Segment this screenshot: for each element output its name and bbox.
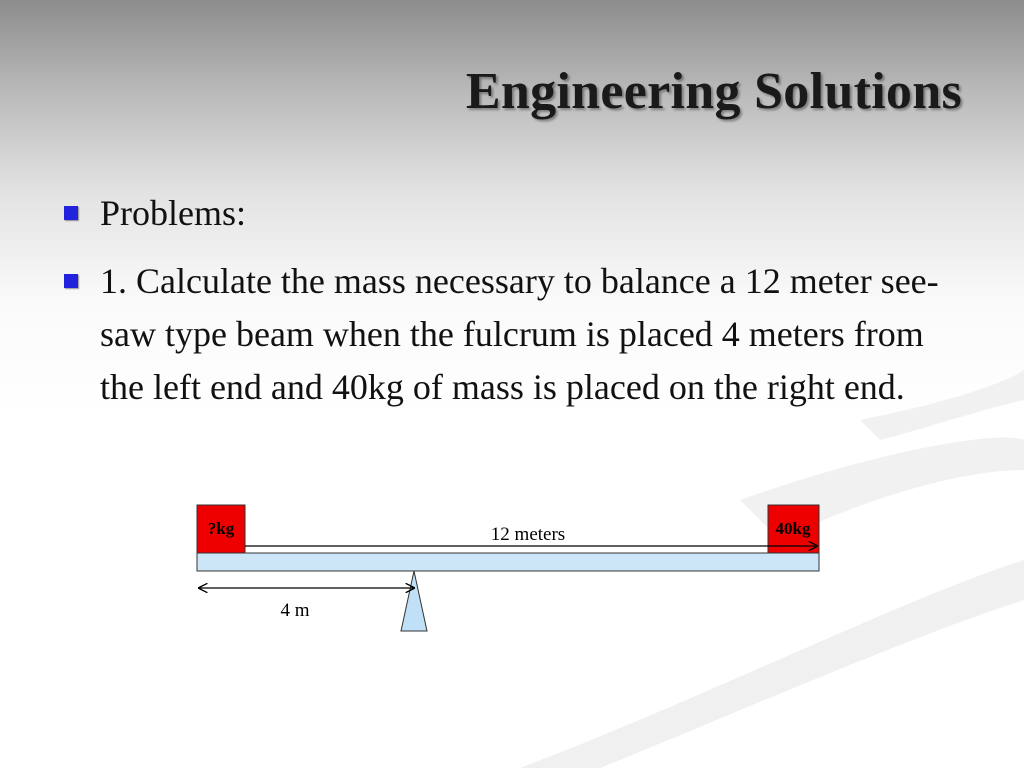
slide-title: Engineering Solutions	[465, 63, 962, 120]
seesaw-beam	[197, 553, 819, 571]
fulcrum-triangle	[401, 571, 427, 631]
bullet-text: 1. Calculate the mass necessary to balance a 12 meter see-saw type beam when the fulcrum is placed 4 meters from the left end and 40kg of mass is placed on the right end.	[100, 261, 939, 407]
bullet-text: Problems:	[100, 193, 247, 233]
beam-length-label: 12 meters	[490, 524, 566, 545]
left-mass-label: ?kg	[207, 519, 235, 538]
fulcrum-distance-label: 4 m	[280, 600, 310, 621]
right-mass-label: 40kg	[775, 519, 811, 538]
